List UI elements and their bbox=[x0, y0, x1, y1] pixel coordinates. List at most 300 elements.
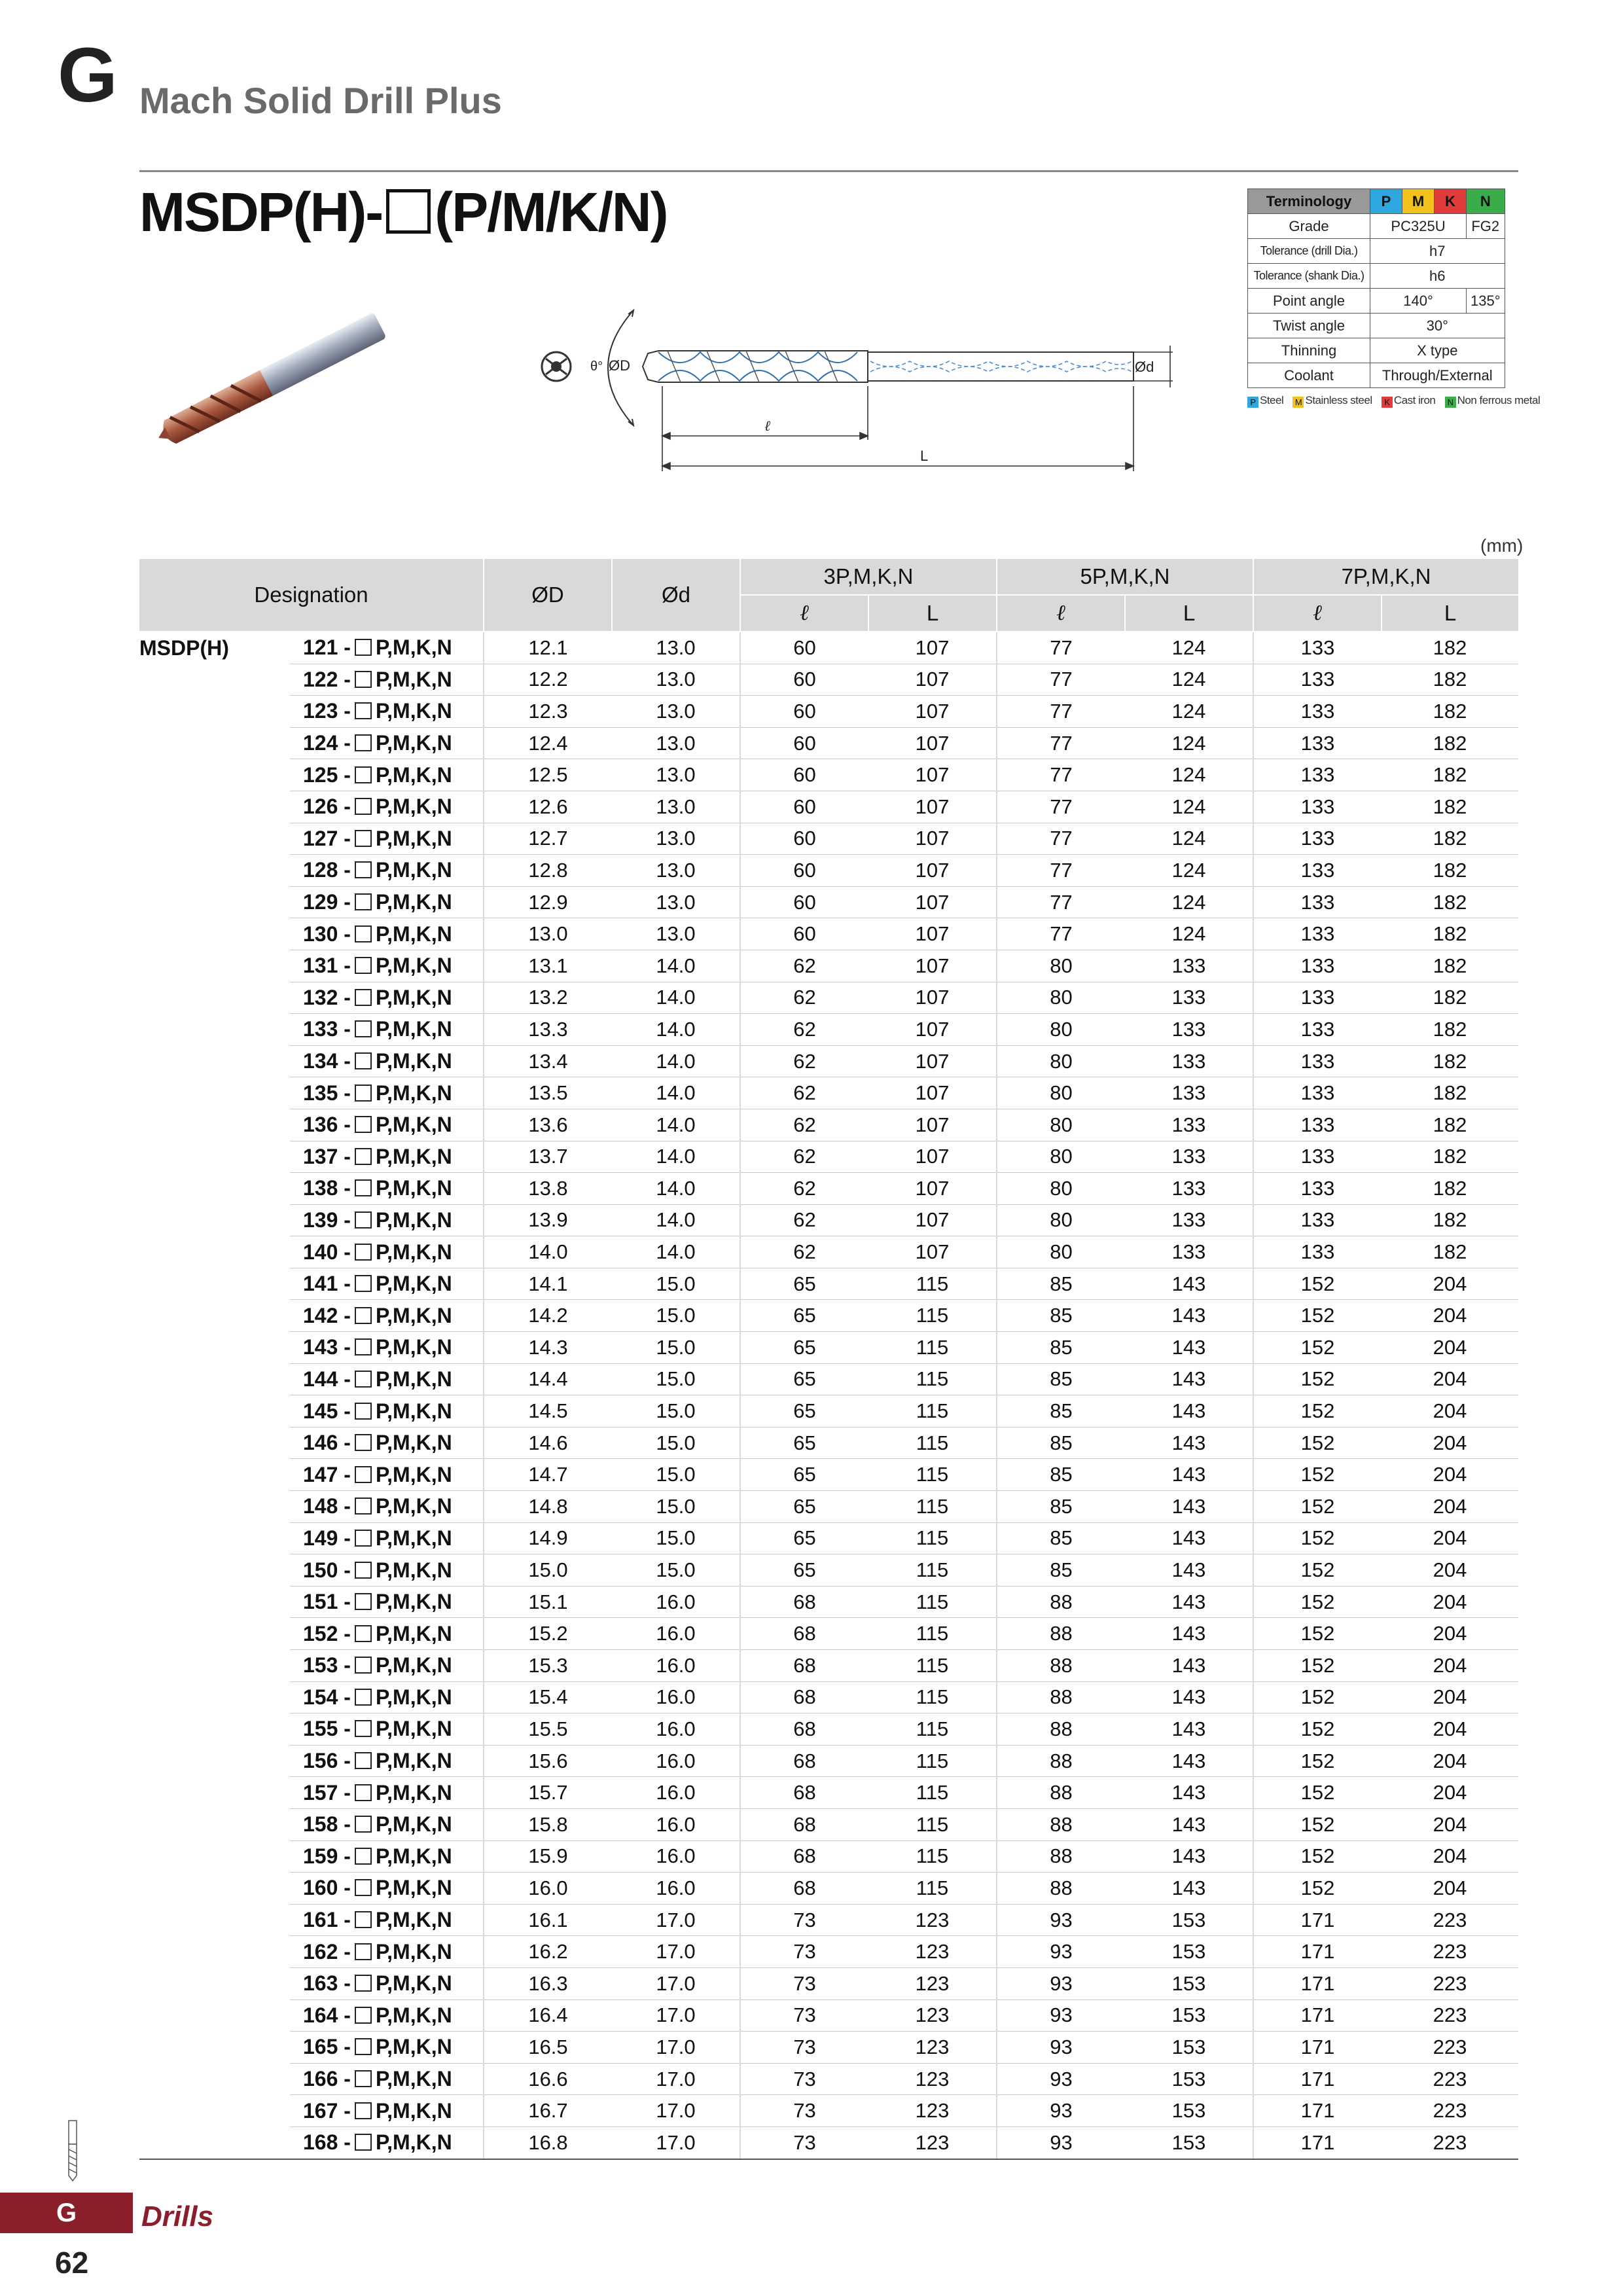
drill-diameter-cell: 16.8 bbox=[484, 2126, 612, 2159]
legend-label: Stainless steel bbox=[1305, 394, 1372, 406]
placeholder-box-icon bbox=[355, 1211, 372, 1229]
flute-length-7xd-cell: 133 bbox=[1253, 664, 1382, 696]
table-row bbox=[139, 1077, 1518, 1109]
grade-suffix: P,M,K,N bbox=[375, 1908, 452, 1932]
table-row bbox=[139, 1873, 1518, 1905]
drill-diameter-cell: 16.4 bbox=[484, 2000, 612, 2032]
overall-length-3xd-cell: 123 bbox=[868, 2126, 997, 2159]
placeholder-box-icon bbox=[355, 1466, 372, 1483]
overall-length-7xd-cell: 182 bbox=[1382, 823, 1518, 855]
overall-length-5xd-cell: 124 bbox=[1125, 823, 1253, 855]
series-cell bbox=[139, 1873, 290, 1905]
designation-code: 136 bbox=[303, 1113, 338, 1137]
overall-length-7xd-cell: 182 bbox=[1382, 1173, 1518, 1205]
placeholder-box-icon bbox=[355, 2007, 372, 2024]
overall-length-7xd-cell: 223 bbox=[1382, 1936, 1518, 1968]
overall-length-7xd-cell: 204 bbox=[1382, 1840, 1518, 1873]
overall-length-5xd-cell: 133 bbox=[1125, 1173, 1253, 1205]
placeholder-box-icon bbox=[355, 1530, 372, 1547]
grade-suffix: P,M,K,N bbox=[375, 1017, 452, 1041]
flute-length-5xd-cell: 85 bbox=[997, 1268, 1125, 1300]
overall-length-3xd-cell: 115 bbox=[868, 1554, 997, 1587]
overall-length-5xd-cell: 133 bbox=[1125, 1109, 1253, 1141]
overall-length-3xd-cell: 115 bbox=[868, 1745, 997, 1777]
table-row bbox=[139, 727, 1518, 759]
designation-cell bbox=[290, 759, 484, 791]
designation-cell bbox=[290, 1173, 484, 1205]
grade-suffix: P,M,K,N bbox=[375, 731, 452, 755]
placeholder-box-icon bbox=[355, 1116, 372, 1133]
flute-length-3xd-cell: 65 bbox=[740, 1332, 868, 1364]
overall-length-3xd-cell: 107 bbox=[868, 759, 997, 791]
drill-drawing bbox=[131, 288, 1191, 484]
designation-code: 166 bbox=[303, 2067, 338, 2091]
drill-product-image bbox=[152, 312, 387, 451]
flute-length-5xd-cell: 88 bbox=[997, 1618, 1125, 1650]
drill-diameter-cell: 14.4 bbox=[484, 1363, 612, 1395]
flute-length-7xd-cell: 133 bbox=[1253, 823, 1382, 855]
designation-dash: - bbox=[338, 1335, 351, 1359]
table-row bbox=[139, 1395, 1518, 1427]
designation-code: 139 bbox=[303, 1208, 338, 1232]
terminology-value: X type bbox=[1370, 338, 1505, 363]
flute-length-5xd-cell: 93 bbox=[997, 1904, 1125, 1936]
flute-length-3xd-cell: 68 bbox=[740, 1745, 868, 1777]
placeholder-box-icon bbox=[355, 1275, 372, 1292]
overall-length-7xd-cell: 204 bbox=[1382, 1808, 1518, 1840]
terminology-label: Point angle bbox=[1248, 289, 1370, 314]
shank-diameter-cell: 13.0 bbox=[612, 823, 740, 855]
terminology-row-grade bbox=[1248, 214, 1505, 239]
flute-length-7xd-cell: 133 bbox=[1253, 982, 1382, 1014]
drill-diameter-cell: 15.1 bbox=[484, 1586, 612, 1618]
designation-code: 144 bbox=[303, 1367, 338, 1391]
series-cell bbox=[139, 1713, 290, 1746]
designation-dash: - bbox=[338, 1208, 351, 1232]
grade-suffix: P,M,K,N bbox=[375, 2003, 452, 2027]
overall-length-7xd-cell: 204 bbox=[1382, 1522, 1518, 1554]
grade-suffix: P,M,K,N bbox=[375, 1844, 452, 1868]
overall-length-7xd-cell: 182 bbox=[1382, 1204, 1518, 1236]
drill-diameter-cell: 13.5 bbox=[484, 1077, 612, 1109]
placeholder-box-icon bbox=[355, 702, 372, 719]
shank-diameter-cell: 16.0 bbox=[612, 1840, 740, 1873]
flute-length-3xd-cell: 60 bbox=[740, 886, 868, 918]
overall-length-5xd-cell: 153 bbox=[1125, 1936, 1253, 1968]
designation-dash: - bbox=[338, 1462, 351, 1486]
overall-length-5xd-cell: 133 bbox=[1125, 1141, 1253, 1173]
flute-length-3xd-cell: 60 bbox=[740, 727, 868, 759]
flute-length-7xd-cell: 152 bbox=[1253, 1713, 1382, 1746]
grade-suffix: P,M,K,N bbox=[375, 1685, 452, 1709]
overall-length-7xd-cell: 204 bbox=[1382, 1650, 1518, 1682]
designation-cell bbox=[290, 1141, 484, 1173]
designation-cell bbox=[290, 950, 484, 982]
drill-diameter-cell: 15.0 bbox=[484, 1554, 612, 1587]
overall-length-5xd-cell: 153 bbox=[1125, 2063, 1253, 2095]
shank-diameter-cell: 17.0 bbox=[612, 1904, 740, 1936]
flute-length-5xd-cell: 80 bbox=[997, 1077, 1125, 1109]
table-row bbox=[139, 1681, 1518, 1713]
series-cell: MSDP(H) bbox=[139, 636, 229, 660]
designation-cell bbox=[290, 1332, 484, 1364]
grade-suffix: P,M,K,N bbox=[375, 1717, 452, 1741]
group-7xd-header: 7P,M,K,N bbox=[1253, 559, 1518, 595]
overall-length-7xd-cell: 204 bbox=[1382, 1268, 1518, 1300]
overall-length-5xd-cell: 143 bbox=[1125, 1713, 1253, 1746]
shank-diameter-cell: 14.0 bbox=[612, 1236, 740, 1268]
table-row bbox=[139, 1427, 1518, 1459]
designation-dash: - bbox=[338, 1717, 351, 1741]
grade-suffix: P,M,K,N bbox=[375, 1113, 452, 1137]
designation-dash: - bbox=[338, 731, 351, 755]
grade-suffix: P,M,K,N bbox=[375, 1144, 452, 1168]
shank-diameter-cell: 14.0 bbox=[612, 1173, 740, 1205]
table-row bbox=[139, 1967, 1518, 2000]
shank-diameter-cell: 13.0 bbox=[612, 632, 740, 664]
table-row bbox=[139, 2000, 1518, 2032]
drill-diameter-cell: 12.7 bbox=[484, 823, 612, 855]
designation-cell bbox=[290, 1586, 484, 1618]
flute-length-7xd-cell: 171 bbox=[1253, 2095, 1382, 2127]
series-cell bbox=[139, 1141, 290, 1173]
drill-diameter-cell: 15.3 bbox=[484, 1650, 612, 1682]
drill-diameter-cell: 16.6 bbox=[484, 2063, 612, 2095]
overall-length-3xd-cell: 115 bbox=[868, 1777, 997, 1809]
chapter-tab: G bbox=[0, 2193, 133, 2233]
material-k-badge: K bbox=[1435, 189, 1467, 214]
flute-length-7xd-cell: 152 bbox=[1253, 1873, 1382, 1905]
placeholder-box-icon bbox=[355, 1943, 372, 1960]
designation-cell bbox=[290, 1618, 484, 1650]
section-title: Mach Solid Drill Plus bbox=[139, 80, 502, 121]
flute-length-3xd-cell: 73 bbox=[740, 1904, 868, 1936]
table-row bbox=[139, 1745, 1518, 1777]
series-cell bbox=[139, 1777, 290, 1809]
drill-diameter-cell: 12.9 bbox=[484, 886, 612, 918]
grade-suffix: P,M,K,N bbox=[375, 1494, 452, 1518]
placeholder-box-icon bbox=[355, 1752, 372, 1769]
designation-code: 138 bbox=[303, 1176, 338, 1200]
designation-dash: - bbox=[338, 1685, 351, 1709]
flute-length-3xd-cell: 62 bbox=[740, 1141, 868, 1173]
legend-n-swatch: N bbox=[1445, 397, 1456, 408]
overall-length-3xd-cell: 107 bbox=[868, 823, 997, 855]
drill-diameter-cell: 13.9 bbox=[484, 1204, 612, 1236]
overall-length-5xd-cell: 143 bbox=[1125, 1363, 1253, 1395]
designation-cell bbox=[290, 2032, 484, 2064]
flute-length-7xd-cell: 152 bbox=[1253, 1427, 1382, 1459]
grade-suffix: P,M,K,N bbox=[375, 699, 452, 723]
drill-diameter-cell: 16.3 bbox=[484, 1967, 612, 2000]
series-cell bbox=[139, 1395, 290, 1427]
series-cell bbox=[139, 855, 290, 887]
drill-diameter-cell: 12.8 bbox=[484, 855, 612, 887]
table-row bbox=[139, 1300, 1518, 1332]
series-cell bbox=[139, 1427, 290, 1459]
designation-dash: - bbox=[338, 1399, 351, 1423]
drill-diameter-cell: 16.1 bbox=[484, 1904, 612, 1936]
grade-suffix: P,M,K,N bbox=[375, 1876, 452, 1900]
grade-suffix: P,M,K,N bbox=[375, 1431, 452, 1455]
table-row bbox=[139, 1332, 1518, 1364]
designation-dash: - bbox=[338, 890, 351, 914]
overall-length-5xd-cell: 124 bbox=[1125, 664, 1253, 696]
overall-length-5xd-cell: 143 bbox=[1125, 1618, 1253, 1650]
grade-suffix: P,M,K,N bbox=[375, 985, 452, 1009]
designation-cell bbox=[290, 1522, 484, 1554]
flute-length-7xd-cell: 152 bbox=[1253, 1681, 1382, 1713]
table-row bbox=[139, 918, 1518, 950]
designation-header: Designation bbox=[139, 559, 484, 632]
overall-length-5xd-cell: 143 bbox=[1125, 1459, 1253, 1491]
overall-length-7xd-cell: 182 bbox=[1382, 759, 1518, 791]
designation-cell bbox=[290, 1236, 484, 1268]
table-row bbox=[139, 1618, 1518, 1650]
table-row bbox=[139, 2032, 1518, 2064]
placeholder-box-icon bbox=[355, 798, 372, 815]
table-row bbox=[139, 1045, 1518, 1077]
footer-drill-icon bbox=[64, 2119, 81, 2182]
designation-dash: - bbox=[338, 1049, 351, 1073]
grade-suffix: P,M,K,N bbox=[375, 1335, 452, 1359]
designation-code: 151 bbox=[303, 1590, 338, 1614]
flute-length-label: ℓ bbox=[764, 418, 771, 434]
designation-code: 137 bbox=[303, 1144, 338, 1168]
flute-length-5xd-cell: 88 bbox=[997, 1840, 1125, 1873]
designation-code: 153 bbox=[303, 1653, 338, 1677]
overall-length-7xd-cell: 204 bbox=[1382, 1491, 1518, 1523]
designation-code: 129 bbox=[303, 890, 338, 914]
flute-length-7xd-cell: 152 bbox=[1253, 1268, 1382, 1300]
designation-dash: - bbox=[338, 1367, 351, 1391]
placeholder-box-icon bbox=[355, 1020, 372, 1037]
flute-length-7xd-cell: 171 bbox=[1253, 1967, 1382, 2000]
overall-length-7xd-cell: 223 bbox=[1382, 2032, 1518, 2064]
table-row bbox=[139, 696, 1518, 728]
flute-length-3xd-cell: 73 bbox=[740, 1967, 868, 2000]
terminology-label: Grade bbox=[1248, 214, 1370, 239]
overall-length-7xd-cell: 182 bbox=[1382, 727, 1518, 759]
placeholder-box-icon bbox=[355, 639, 372, 656]
series-cell bbox=[139, 1586, 290, 1618]
drill-diameter-cell: 14.8 bbox=[484, 1491, 612, 1523]
overall-length-3xd-cell: 115 bbox=[868, 1522, 997, 1554]
product-title-prefix: MSDP(H)- bbox=[139, 181, 383, 243]
series-cell bbox=[139, 2032, 290, 2064]
grade-suffix: P,M,K,N bbox=[375, 1653, 452, 1677]
overall-length-3xd-cell: 115 bbox=[868, 1427, 997, 1459]
series-cell bbox=[139, 1522, 290, 1554]
flute-length-3xd-cell: 65 bbox=[740, 1427, 868, 1459]
overall-length-5xd-cell: 143 bbox=[1125, 1427, 1253, 1459]
series-cell bbox=[139, 918, 290, 950]
designation-code: 134 bbox=[303, 1049, 338, 1073]
placeholder-box-icon bbox=[355, 957, 372, 974]
series-cell bbox=[139, 1808, 290, 1840]
placeholder-box-icon bbox=[355, 1879, 372, 1896]
page-number: 62 bbox=[55, 2246, 89, 2280]
drill-diameter-cell: 12.4 bbox=[484, 727, 612, 759]
shank-diameter-cell: 13.0 bbox=[612, 791, 740, 823]
designation-code: 146 bbox=[303, 1431, 338, 1455]
terminology-header-row bbox=[1248, 189, 1505, 214]
shank-diameter-cell: 15.0 bbox=[612, 1459, 740, 1491]
overall-length-7xd-cell: 223 bbox=[1382, 2126, 1518, 2159]
flute-length-5xd-cell: 93 bbox=[997, 1967, 1125, 2000]
table-row bbox=[139, 2063, 1518, 2095]
shank-diameter-cell: 17.0 bbox=[612, 2032, 740, 2064]
overall-length-5xd-cell: 143 bbox=[1125, 1554, 1253, 1587]
overall-length-7xd-cell: 182 bbox=[1382, 632, 1518, 664]
table-row bbox=[139, 823, 1518, 855]
flute-length-7xd-cell: 133 bbox=[1253, 791, 1382, 823]
overall-length-7xd-cell: 204 bbox=[1382, 1300, 1518, 1332]
placeholder-box-icon bbox=[355, 1720, 372, 1737]
designation-code: 157 bbox=[303, 1780, 338, 1804]
flute-length-3xd-cell: 73 bbox=[740, 2000, 868, 2032]
grade-suffix: P,M,K,N bbox=[375, 2035, 452, 2059]
flute-length-3xd-cell: 65 bbox=[740, 1300, 868, 1332]
terminology-value: 135° bbox=[1467, 289, 1505, 314]
shank-diameter-cell: 16.0 bbox=[612, 1745, 740, 1777]
placeholder-box-icon bbox=[355, 1975, 372, 1992]
flute-length-3xd-cell: 62 bbox=[740, 1077, 868, 1109]
designation-code: 156 bbox=[303, 1749, 338, 1773]
designation-cell bbox=[290, 1904, 484, 1936]
overall-length-7xd-cell: 182 bbox=[1382, 1236, 1518, 1268]
terminology-value: h7 bbox=[1370, 239, 1505, 264]
placeholder-box-icon bbox=[355, 1593, 372, 1610]
drill-diameter-cell: 12.6 bbox=[484, 791, 612, 823]
overall-length-header: L bbox=[1382, 595, 1518, 632]
flute-length-7xd-cell: 152 bbox=[1253, 1300, 1382, 1332]
flute-length-3xd-cell: 60 bbox=[740, 918, 868, 950]
placeholder-box-icon bbox=[355, 1689, 372, 1706]
table-row bbox=[139, 2095, 1518, 2127]
overall-length-5xd-cell: 153 bbox=[1125, 2032, 1253, 2064]
designation-code: 145 bbox=[303, 1399, 338, 1423]
flute-length-5xd-cell: 80 bbox=[997, 1236, 1125, 1268]
flute-length-3xd-cell: 65 bbox=[740, 1268, 868, 1300]
flute-length-7xd-cell: 133 bbox=[1253, 759, 1382, 791]
table-row bbox=[139, 1936, 1518, 1968]
drill-diameter-cell: 12.2 bbox=[484, 664, 612, 696]
designation-code: 127 bbox=[303, 826, 338, 850]
dimensions-table bbox=[139, 559, 1518, 2160]
designation-code: 165 bbox=[303, 2035, 338, 2059]
overall-length-3xd-cell: 107 bbox=[868, 982, 997, 1014]
series-cell bbox=[139, 1967, 290, 2000]
grade-suffix: P,M,K,N bbox=[375, 1526, 452, 1550]
flute-length-7xd-cell: 152 bbox=[1253, 1840, 1382, 1873]
overall-length-3xd-cell: 107 bbox=[868, 727, 997, 759]
drill-diameter-cell: 13.3 bbox=[484, 1014, 612, 1046]
shank-diameter-cell: 14.0 bbox=[612, 950, 740, 982]
material-m-badge: M bbox=[1402, 189, 1435, 214]
terminology-label: Twist angle bbox=[1248, 314, 1370, 338]
table-row bbox=[139, 2126, 1518, 2159]
designation-cell bbox=[290, 1554, 484, 1587]
designation-cell bbox=[290, 918, 484, 950]
overall-length-5xd-cell: 124 bbox=[1125, 727, 1253, 759]
designation-dash: - bbox=[338, 2035, 351, 2059]
flute-length-7xd-cell: 152 bbox=[1253, 1491, 1382, 1523]
overall-length-3xd-cell: 115 bbox=[868, 1681, 997, 1713]
overall-length-7xd-cell: 182 bbox=[1382, 950, 1518, 982]
flute-length-7xd-cell: 133 bbox=[1253, 1077, 1382, 1109]
flute-length-7xd-cell: 152 bbox=[1253, 1586, 1382, 1618]
drill-diameter-cell: 16.2 bbox=[484, 1936, 612, 1968]
placeholder-box-icon bbox=[355, 1498, 372, 1515]
drill-diameter-cell: 15.9 bbox=[484, 1840, 612, 1873]
flute-length-7xd-cell: 133 bbox=[1253, 1204, 1382, 1236]
flute-length-5xd-cell: 80 bbox=[997, 1014, 1125, 1046]
overall-length-3xd-cell: 107 bbox=[868, 950, 997, 982]
flute-length-5xd-cell: 88 bbox=[997, 1745, 1125, 1777]
designation-code: 159 bbox=[303, 1844, 338, 1868]
grade-suffix: P,M,K,N bbox=[375, 1812, 452, 1837]
overall-length-3xd-cell: 107 bbox=[868, 664, 997, 696]
designation-cell bbox=[290, 982, 484, 1014]
overall-length-7xd-cell: 182 bbox=[1382, 1014, 1518, 1046]
overall-length-7xd-cell: 204 bbox=[1382, 1681, 1518, 1713]
overall-length-3xd-cell: 123 bbox=[868, 1936, 997, 1968]
flute-length-3xd-cell: 68 bbox=[740, 1777, 868, 1809]
flute-length-7xd-cell: 133 bbox=[1253, 1173, 1382, 1205]
overall-length-5xd-cell: 153 bbox=[1125, 1967, 1253, 2000]
flute-length-3xd-cell: 60 bbox=[740, 759, 868, 791]
designation-dash: - bbox=[338, 1431, 351, 1455]
drill-diameter-cell: 14.1 bbox=[484, 1268, 612, 1300]
overall-length-7xd-cell: 204 bbox=[1382, 1363, 1518, 1395]
placeholder-box-icon bbox=[355, 1244, 372, 1261]
series-cell bbox=[139, 1745, 290, 1777]
flute-length-5xd-cell: 80 bbox=[997, 1173, 1125, 1205]
flute-length-5xd-cell: 85 bbox=[997, 1459, 1125, 1491]
flute-length-3xd-cell: 65 bbox=[740, 1363, 868, 1395]
flute-length-5xd-cell: 93 bbox=[997, 2095, 1125, 2127]
designation-cell bbox=[290, 2063, 484, 2095]
series-cell bbox=[139, 2126, 290, 2159]
drill-diameter-cell: 14.7 bbox=[484, 1459, 612, 1491]
flute-length-5xd-cell: 88 bbox=[997, 1777, 1125, 1809]
overall-length-5xd-cell: 143 bbox=[1125, 1650, 1253, 1682]
flute-length-header: ℓ bbox=[1253, 595, 1382, 632]
designation-dash: - bbox=[338, 699, 351, 723]
designation-code: 122 bbox=[303, 667, 338, 691]
series-cell bbox=[139, 1681, 290, 1713]
designation-cell bbox=[290, 2126, 484, 2159]
shank-diameter-cell: 14.0 bbox=[612, 1077, 740, 1109]
overall-length-5xd-cell: 143 bbox=[1125, 1332, 1253, 1364]
shank-diameter-cell: 16.0 bbox=[612, 1586, 740, 1618]
designation-cell bbox=[290, 1967, 484, 2000]
overall-length-5xd-cell: 143 bbox=[1125, 1808, 1253, 1840]
designation-dash: - bbox=[338, 1908, 351, 1932]
table-row bbox=[139, 1808, 1518, 1840]
designation-dash: - bbox=[338, 1971, 351, 1996]
flute-length-7xd-cell: 152 bbox=[1253, 1332, 1382, 1364]
series-cell bbox=[139, 1618, 290, 1650]
grade-suffix: P,M,K,N bbox=[375, 1049, 452, 1073]
grade-suffix: P,M,K,N bbox=[375, 1780, 452, 1804]
flute-length-7xd-cell: 133 bbox=[1253, 696, 1382, 728]
series-cell bbox=[139, 1236, 290, 1268]
flute-length-3xd-cell: 68 bbox=[740, 1681, 868, 1713]
designation-code: 161 bbox=[303, 1908, 338, 1932]
table-row bbox=[139, 1554, 1518, 1587]
